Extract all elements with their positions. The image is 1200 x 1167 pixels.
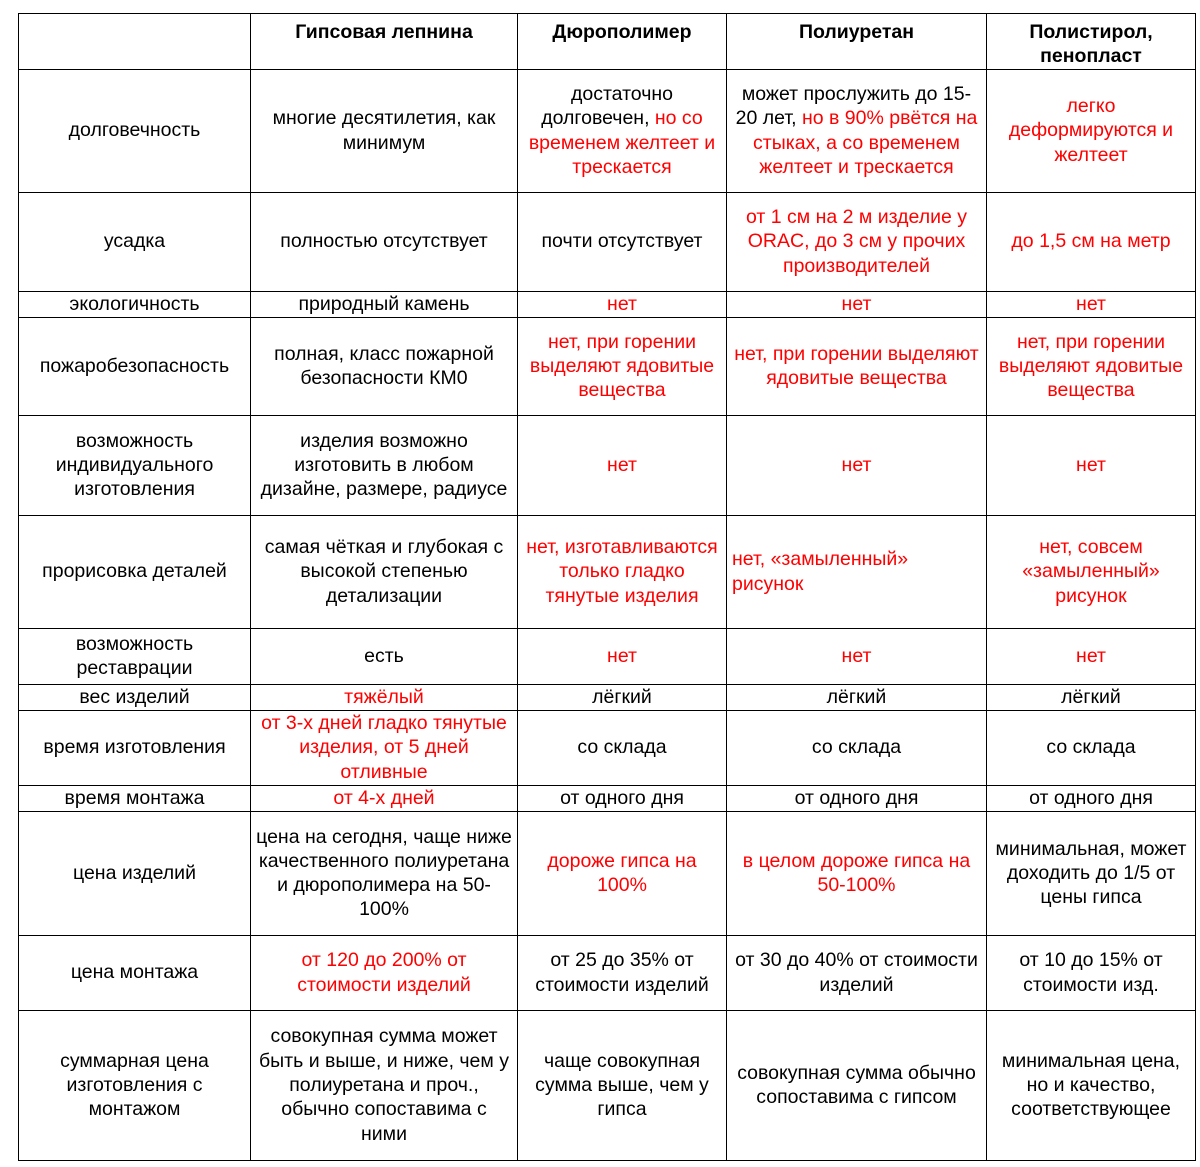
cell-text: со склада xyxy=(1046,736,1136,759)
header-row xyxy=(19,14,1196,70)
cell-text: минимальная цена, но и качество, соответствующее xyxy=(1001,1049,1181,1121)
row-label: цена изделий xyxy=(19,811,251,935)
row-label: пожаробезопасность xyxy=(19,317,251,415)
cell-text: полностью отсутствует xyxy=(280,230,488,253)
table-row xyxy=(19,317,1196,415)
row-label: усадка xyxy=(19,192,251,291)
cell-text: от одного дня xyxy=(560,786,684,809)
row-label: прорисовка деталей xyxy=(19,515,251,628)
cell-polyurethane xyxy=(727,415,987,515)
table-row xyxy=(19,515,1196,628)
cell-duropolymer xyxy=(518,811,727,935)
cell-text: цена на сегодня, чаще ниже качественного полиуретана и дюрополимера на 50-100% xyxy=(256,825,512,921)
cell-duropolymer xyxy=(518,415,727,515)
header-polystyrene: Полистирол, пенопласт xyxy=(987,14,1196,70)
row-label: возможность реставрации xyxy=(19,628,251,684)
highlight-text: от 120 до 200% от стоимости изделий xyxy=(297,949,471,996)
table-row xyxy=(19,684,1196,710)
cell-gypsum xyxy=(251,1010,518,1160)
cell-gypsum xyxy=(251,811,518,935)
cell-polyurethane xyxy=(727,935,987,1010)
cell-polystyrene xyxy=(987,628,1196,684)
cell-polyurethane xyxy=(727,628,987,684)
table-row xyxy=(19,628,1196,684)
highlight-text: до 1,5 см на метр xyxy=(1011,230,1171,253)
cell-text: есть xyxy=(364,644,404,667)
cell-text: минимальная, может доходить до 1/5 от цены гипса xyxy=(995,837,1187,909)
cell-gypsum xyxy=(251,415,518,515)
cell-text: чаще совокупная сумма выше, чем у гипса xyxy=(535,1049,709,1121)
header-cell-empty xyxy=(19,14,251,70)
cell-polystyrene xyxy=(987,415,1196,515)
highlight-text: тяжёлый xyxy=(344,685,424,708)
highlight-text: нет xyxy=(841,453,872,476)
cell-text: от одного дня xyxy=(1029,786,1153,809)
table-row xyxy=(19,192,1196,291)
highlight-text: нет, при горении выделяют ядовитые вещества xyxy=(998,330,1184,402)
cell-duropolymer xyxy=(518,317,727,415)
cell-gypsum xyxy=(251,935,518,1010)
cell-text: природный камень xyxy=(298,292,470,315)
cell-polystyrene xyxy=(987,811,1196,935)
cell-duropolymer xyxy=(518,291,727,317)
highlight-text: от 3-х дней гладко тянутые изделия, от 5 дней отливные xyxy=(261,712,507,783)
cell-gypsum xyxy=(251,317,518,415)
cell-gypsum xyxy=(251,515,518,628)
cell-polystyrene xyxy=(987,69,1196,192)
cell-text: от 30 до 40% от стоимости изделий xyxy=(735,949,978,996)
cell-text: лёгкий xyxy=(1061,685,1121,708)
cell-gypsum xyxy=(251,192,518,291)
row-label: суммарная цена изготовления с монтажом xyxy=(19,1010,251,1160)
row-label: долговечность xyxy=(19,69,251,192)
cell-duropolymer xyxy=(518,69,727,192)
row-label: время монтажа xyxy=(19,785,251,811)
cell-gypsum xyxy=(251,785,518,811)
highlight-text: нет, совсем «замыленный» рисунок xyxy=(1022,536,1160,607)
highlight-text: дороже гипса на 100% xyxy=(547,849,697,897)
cell-polyurethane xyxy=(727,710,987,785)
cell-polystyrene xyxy=(987,935,1196,1010)
cell-gypsum xyxy=(251,69,518,192)
cell-polyurethane xyxy=(727,684,987,710)
table-row xyxy=(19,415,1196,515)
cell-text: почти отсутствует xyxy=(541,230,703,253)
cell-text: самая чёткая и глубокая с высокой степенью детализации xyxy=(264,536,504,607)
cell-text: совокупная сумма обычно сопоставима с гипсом xyxy=(737,1061,976,1109)
highlight-text: нет xyxy=(607,292,637,315)
table-row xyxy=(19,710,1196,785)
cell-text: от одного дня xyxy=(794,786,919,809)
cell-polyurethane xyxy=(727,317,987,415)
table-row xyxy=(19,935,1196,1010)
cell-polystyrene xyxy=(987,317,1196,415)
row-label: возможность индивидуального изготовления xyxy=(19,415,251,515)
cell-duropolymer xyxy=(518,515,727,628)
cell-polyurethane xyxy=(727,291,987,317)
highlight-text: от 4-х дней xyxy=(333,786,435,809)
table-row xyxy=(19,785,1196,811)
row-label: экологичность xyxy=(19,291,251,317)
header-gypsum: Гипсовая лепнина xyxy=(251,14,518,70)
cell-polystyrene xyxy=(987,515,1196,628)
cell-polystyrene xyxy=(987,710,1196,785)
cell-text: лёгкий xyxy=(826,685,887,708)
cell-text: со склада xyxy=(577,736,667,759)
header-duropolymer: Дюрополимер xyxy=(518,14,727,70)
comparison-table xyxy=(18,13,1196,1161)
cell-duropolymer xyxy=(518,1010,727,1160)
highlight-text: нет xyxy=(1076,292,1106,315)
cell-polyurethane xyxy=(727,811,987,935)
cell-gypsum xyxy=(251,291,518,317)
cell-polyurethane xyxy=(727,515,987,628)
cell-duropolymer xyxy=(518,628,727,684)
cell-polyurethane xyxy=(727,69,987,192)
highlight-text: нет, «замыленный» рисунок xyxy=(732,548,909,595)
cell-text: совокупная сумма может быть и выше, и ниже, чем у полиуретана и проч., обычно сопоставима с ними xyxy=(259,1025,509,1145)
cell-duropolymer xyxy=(518,785,727,811)
cell-polystyrene xyxy=(987,291,1196,317)
highlight-text: но в 90% рвётся на стыках, а со временем желтеет и трескается xyxy=(753,107,978,178)
table-row xyxy=(19,1010,1196,1160)
cell-gypsum xyxy=(251,710,518,785)
cell-gypsum xyxy=(251,684,518,710)
cell-text: может прослужить до 15-20 лет, xyxy=(735,83,972,130)
header-polyurethane: Полиуретан xyxy=(727,14,987,70)
row-label: время изготовления xyxy=(19,710,251,785)
cell-polystyrene xyxy=(987,192,1196,291)
cell-text: от 10 до 15% от стоимости изд. xyxy=(1019,949,1163,996)
cell-text: достаточно долговечен, xyxy=(541,83,673,130)
cell-duropolymer xyxy=(518,710,727,785)
highlight-text: нет, при горении выделяют ядовитые вещества xyxy=(734,342,979,390)
cell-polyurethane xyxy=(727,785,987,811)
highlight-text: нет xyxy=(607,453,637,476)
cell-polystyrene xyxy=(987,684,1196,710)
cell-text: многие десятилетия, как минимум xyxy=(272,107,496,154)
table-row xyxy=(19,811,1196,935)
cell-text: лёгкий xyxy=(592,685,652,708)
highlight-text: в целом дороже гипса на 50-100% xyxy=(742,849,971,897)
cell-polyurethane xyxy=(727,192,987,291)
highlight-text: нет xyxy=(607,644,637,667)
cell-polystyrene xyxy=(987,1010,1196,1160)
highlight-text: от 1 см на 2 м изделие у ORAC, до 3 см у прочих производителей xyxy=(746,206,967,277)
cell-duropolymer xyxy=(518,935,727,1010)
cell-polyurethane xyxy=(727,1010,987,1160)
cell-polystyrene xyxy=(987,785,1196,811)
highlight-text: легко деформируются и желтеет xyxy=(1008,95,1174,166)
cell-text: от 25 до 35% от стоимости изделий xyxy=(535,949,709,996)
highlight-text: нет xyxy=(841,292,872,315)
highlight-text: нет, при горении выделяют ядовитые вещества xyxy=(529,330,715,402)
table-row xyxy=(19,291,1196,317)
row-label: цена монтажа xyxy=(19,935,251,1010)
highlight-text: нет xyxy=(841,644,872,667)
highlight-text: нет xyxy=(1076,644,1106,667)
cell-text: полная, класс пожарной безопасности КМ0 xyxy=(274,342,494,390)
row-label: вес изделий xyxy=(19,684,251,710)
highlight-text: но со временем желтеет и трескается xyxy=(528,107,716,178)
cell-duropolymer xyxy=(518,684,727,710)
highlight-text: нет xyxy=(1076,453,1106,476)
highlight-text: нет, изготавливаются только гладко тянутые изделия xyxy=(526,536,718,607)
cell-text: изделия возможно изготовить в любом дизайне, размере, радиусе xyxy=(260,429,508,501)
cell-text: со склада xyxy=(811,736,902,759)
cell-duropolymer xyxy=(518,192,727,291)
cell-gypsum xyxy=(251,628,518,684)
table-body xyxy=(19,69,1196,1160)
table-row xyxy=(19,69,1196,192)
